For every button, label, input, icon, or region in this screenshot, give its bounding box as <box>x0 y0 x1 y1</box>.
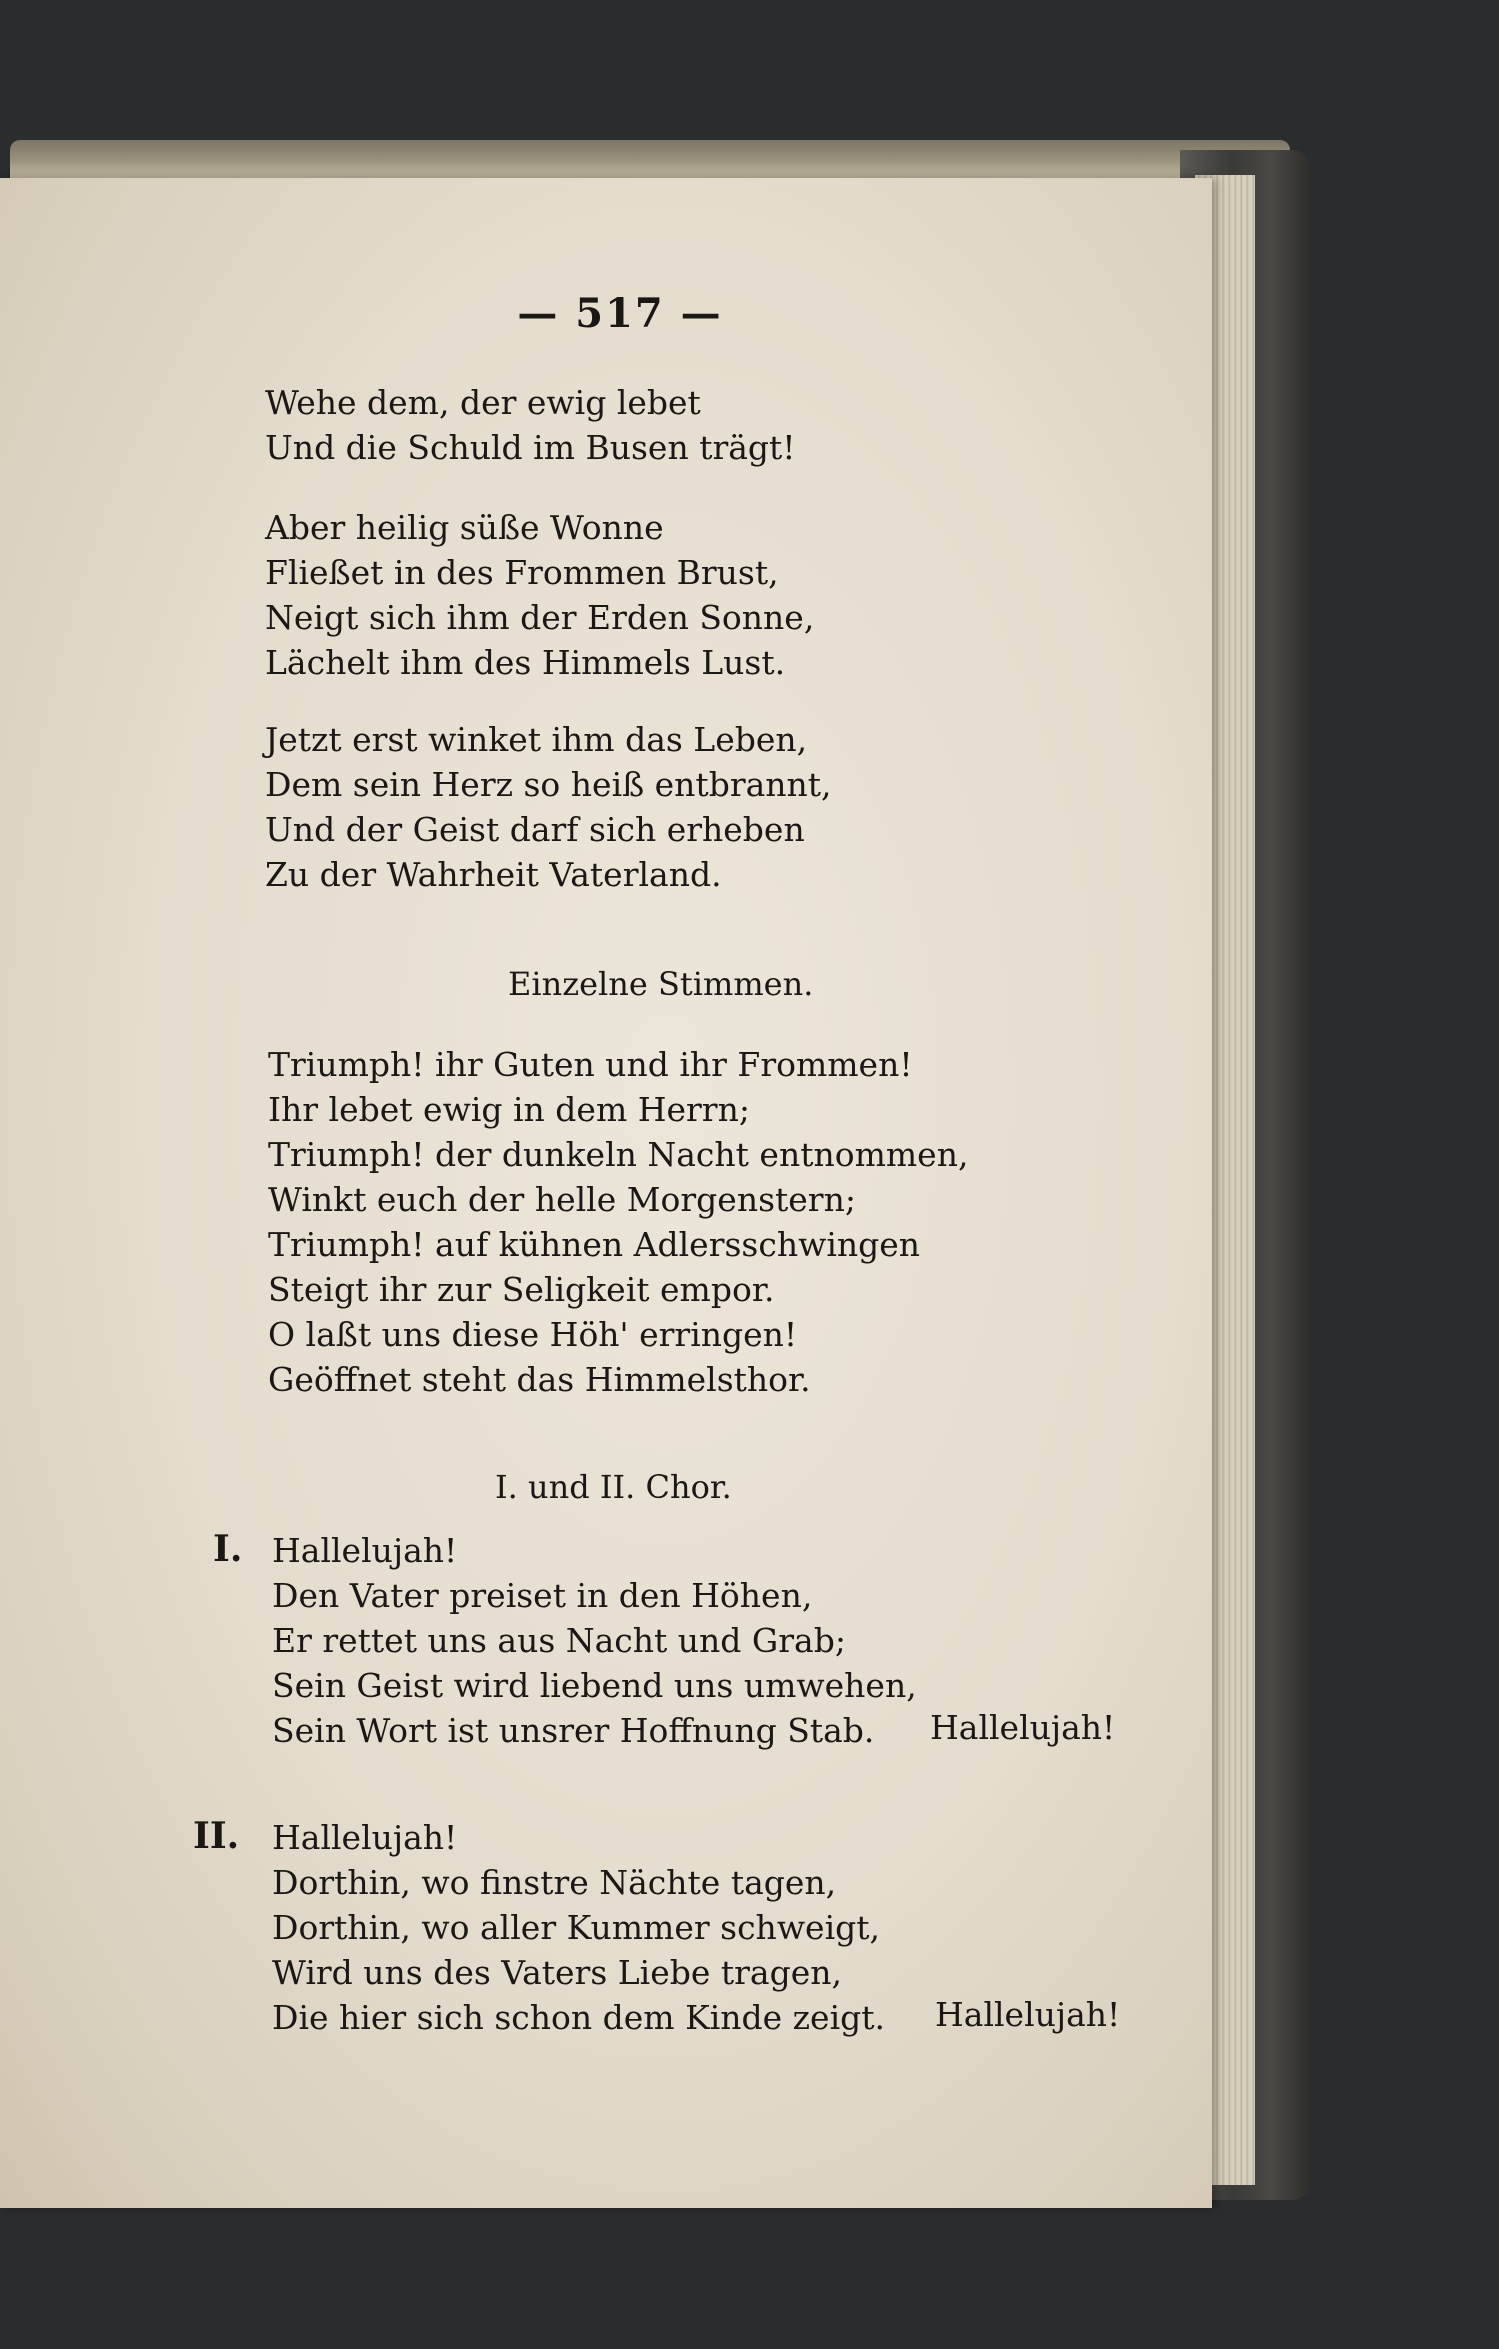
verse-line: Winkt euch der helle Morgenstern; <box>268 1180 856 1219</box>
verse-line: Er rettet uns aus Nacht und Grab; <box>272 1621 846 1660</box>
verse-line: Triumph! auf kühnen Adlersschwingen <box>268 1225 921 1264</box>
verse-line: Dorthin, wo aller Kummer schweigt, <box>272 1908 881 1947</box>
stanza-2 <box>265 505 814 685</box>
verse-line: Und der Geist darf sich erheben <box>265 810 805 849</box>
chorus-marker: I. <box>213 1528 243 1570</box>
verse-line: Ihr lebet ewig in dem Herrn; <box>268 1090 750 1129</box>
verse-line: Die hier sich schon dem Kinde zeigt. <box>272 1998 886 2037</box>
verse-line: Aber heilig süße Wonne <box>265 508 664 547</box>
stanza-1 <box>265 380 796 470</box>
verse-line: Hallelujah! <box>272 1531 458 1570</box>
chorus-1 <box>272 1528 917 1753</box>
verse-line: Steigt ihr zur Seligkeit empor. <box>268 1270 775 1309</box>
verse-line: Geöffnet steht das Himmelsthor. <box>268 1360 811 1399</box>
verse-line: Den Vater preiset in den Höhen, <box>272 1576 813 1615</box>
verse-line: O laßt uns diese Höh' erringen! <box>268 1315 798 1354</box>
hallelujah-trailer: Hallelujah! <box>930 1708 1116 1747</box>
chorus-marker: II. <box>193 1815 240 1857</box>
verse-line: Wehe dem, der ewig lebet <box>265 383 701 422</box>
stanza-4 <box>268 1042 968 1402</box>
stanza-3 <box>265 717 832 897</box>
verse-line: Triumph! ihr Guten und ihr Frommen! <box>268 1045 913 1084</box>
verse-line: Zu der Wahrheit Vaterland. <box>265 855 722 894</box>
verse-line: Und die Schuld im Busen trägt! <box>265 428 796 467</box>
verse-line: Wird uns des Vaters Liebe tragen, <box>272 1953 843 1992</box>
verse-line: Dem sein Herz so heiß entbrannt, <box>265 765 832 804</box>
verse-line: Triumph! der dunkeln Nacht entnommen, <box>268 1135 969 1174</box>
verse-line: Dorthin, wo finstre Nächte tagen, <box>272 1863 837 1902</box>
verse-line: Fließet in des Frommen Brust, <box>265 553 779 592</box>
verse-line: Jetzt erst winket ihm das Leben, <box>265 720 808 759</box>
chorus-2 <box>272 1815 885 2040</box>
section-heading: I. und II. Chor. <box>495 1468 732 1506</box>
hallelujah-trailer: Hallelujah! <box>935 1995 1121 2034</box>
verse-line: Sein Geist wird liebend uns umwehen, <box>272 1666 917 1705</box>
verse-line: Sein Wort ist unsrer Hoffnung Stab. <box>272 1711 875 1750</box>
section-heading: Einzelne Stimmen. <box>508 965 814 1003</box>
verse-line: Lächelt ihm des Himmels Lust. <box>265 643 786 682</box>
verse-line: Hallelujah! <box>272 1818 458 1857</box>
book-top-edge <box>10 140 1290 180</box>
verse-line: Neigt sich ihm der Erden Sonne, <box>265 598 815 637</box>
page-number: — 517 — <box>517 290 723 337</box>
